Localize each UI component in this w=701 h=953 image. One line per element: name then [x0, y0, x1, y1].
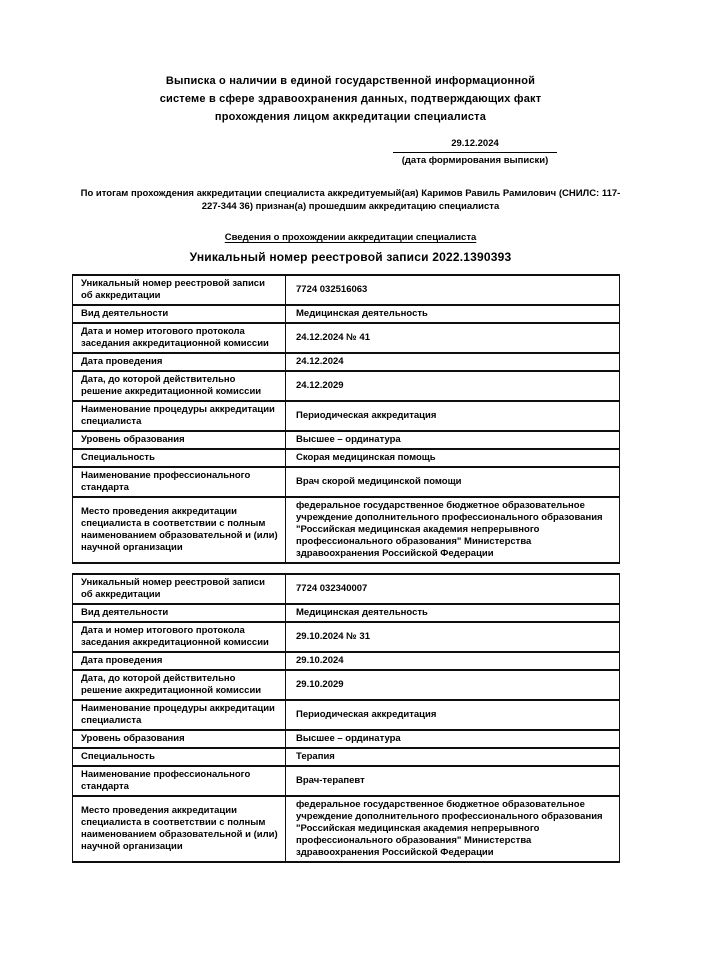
field-label: Уровень образования — [73, 730, 286, 748]
field-value: 29.10.2024 — [286, 652, 620, 670]
accreditation-table-1 — [72, 274, 620, 564]
formation-date-value: 29.12.2024 — [393, 138, 557, 153]
table-row — [73, 431, 620, 449]
field-value: Периодическая аккредитация — [286, 401, 620, 431]
table-row — [73, 305, 620, 323]
table-row — [73, 275, 620, 305]
field-value: 7724 032340007 — [286, 574, 620, 604]
field-label: Место проведения аккредитации специалиста в соответствии с полным наименованием образовательной и (или) научной организации — [73, 497, 286, 563]
table-row — [73, 622, 620, 652]
field-label: Уникальный номер реестровой записи об аккредитации — [73, 574, 286, 604]
table-row — [73, 449, 620, 467]
field-value: 24.12.2029 — [286, 371, 620, 401]
table-row — [73, 323, 620, 353]
field-label: Наименование профессионального стандарта — [73, 467, 286, 497]
field-label: Дата и номер итогового протокола заседания аккредитационной комиссии — [73, 323, 286, 353]
field-value: федеральное государственное бюджетное образовательное учреждение дополнительного профессионального образования "Российская медицинская академия непрерывного профессионального образования" Министерства здравоохранения Российской Федерации — [286, 796, 620, 862]
table-row — [73, 748, 620, 766]
accreditation-table-2 — [72, 573, 620, 863]
field-value: Периодическая аккредитация — [286, 700, 620, 730]
field-label: Вид деятельности — [73, 604, 286, 622]
field-label: Специальность — [73, 449, 286, 467]
section-heading: Сведения о прохождении аккредитации специалиста — [224, 231, 477, 243]
table-row — [73, 730, 620, 748]
document-title-line: системе в сфере здравоохранения данных, подтверждающих факт — [159, 93, 542, 105]
formation-date-block — [393, 138, 557, 167]
field-label: Уровень образования — [73, 431, 286, 449]
field-label: Дата и номер итогового протокола заседания аккредитационной комиссии — [73, 622, 286, 652]
registry-number-heading: Уникальный номер реестровой записи 2022.1390393 — [189, 249, 512, 264]
table-row — [73, 353, 620, 371]
document-page — [0, 72, 701, 953]
field-value: Медицинская деятельность — [286, 604, 620, 622]
document-title-line: Выписка о наличии в единой государственной информационной — [165, 75, 536, 87]
field-value: Высшее – ординатура — [286, 431, 620, 449]
table-row — [73, 670, 620, 700]
table-row — [73, 401, 620, 431]
table-row — [73, 766, 620, 796]
field-label: Дата проведения — [73, 652, 286, 670]
field-value: Скорая медицинская помощь — [286, 449, 620, 467]
field-value: 24.12.2024 — [286, 353, 620, 371]
field-value: Врач-терапевт — [286, 766, 620, 796]
field-value: Высшее – ординатура — [286, 730, 620, 748]
field-value: 7724 032516063 — [286, 275, 620, 305]
table-row — [73, 574, 620, 604]
field-value: Медицинская деятельность — [286, 305, 620, 323]
table-row — [73, 371, 620, 401]
field-label: Дата, до которой действительно решение аккредитационной комиссии — [73, 670, 286, 700]
field-label: Наименование процедуры аккредитации специалиста — [73, 401, 286, 431]
field-label: Дата, до которой действительно решение аккредитационной комиссии — [73, 371, 286, 401]
field-label: Наименование процедуры аккредитации специалиста — [73, 700, 286, 730]
table-row — [73, 604, 620, 622]
document-title — [111, 72, 591, 126]
field-value: федеральное государственное бюджетное образовательное учреждение дополнительного профессионального образования "Российская медицинская академия непрерывного профессионального образования" Министерства здравоохранения Российской Федерации — [286, 497, 620, 563]
field-label: Наименование профессионального стандарта — [73, 766, 286, 796]
field-value: Врач скорой медицинской помощи — [286, 467, 620, 497]
table-row — [73, 652, 620, 670]
formation-date-caption: (дата формирования выписки) — [401, 154, 549, 166]
field-value: 29.10.2024 № 31 — [286, 622, 620, 652]
field-label: Специальность — [73, 748, 286, 766]
field-value: Терапия — [286, 748, 620, 766]
table-row — [73, 796, 620, 862]
document-title-line: прохождения лицом аккредитации специалиста — [214, 111, 487, 123]
table-row — [73, 467, 620, 497]
field-label: Место проведения аккредитации специалиста в соответствии с полным наименованием образовательной и (или) научной организации — [73, 796, 286, 862]
field-label: Уникальный номер реестровой записи об аккредитации — [73, 275, 286, 305]
field-label: Вид деятельности — [73, 305, 286, 323]
field-value: 24.12.2024 № 41 — [286, 323, 620, 353]
intro-paragraph: По итогам прохождения аккредитации специалиста аккредитуемый(ая) Каримов Равиль Рамилович (СНИЛС: 117-227-344 36) признан(а) прошедшим аккредитацию специалиста — [80, 187, 621, 212]
field-label: Дата проведения — [73, 353, 286, 371]
table-row — [73, 700, 620, 730]
field-value: 29.10.2029 — [286, 670, 620, 700]
table-row — [73, 497, 620, 563]
